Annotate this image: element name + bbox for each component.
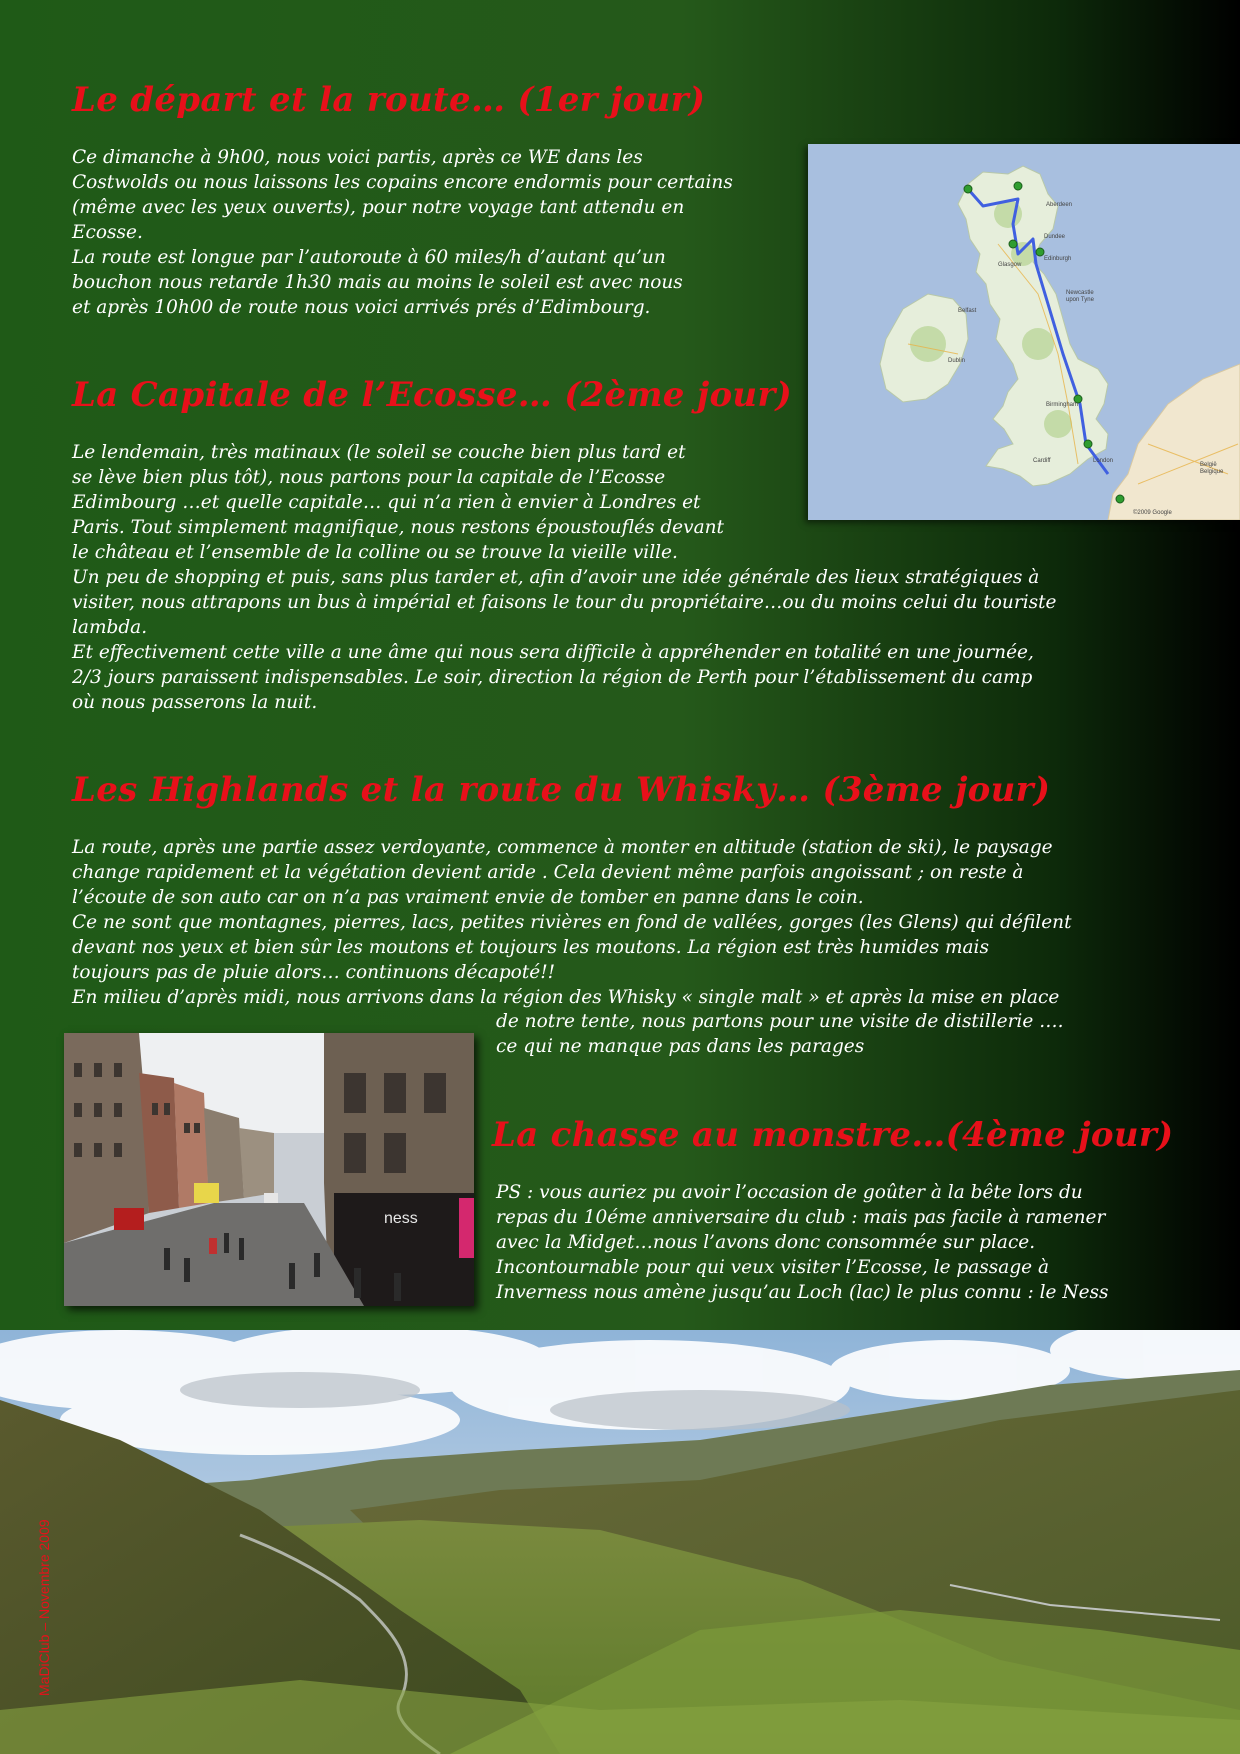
text-line: Ce dimanche à 9h00, nous voici partis, après ce WE dans les <box>72 147 643 168</box>
text-line: où nous passerons la nuit. <box>72 692 318 713</box>
text-line: visiter, nous attrapons un bus à impérial et faisons le tour du propriétaire…ou du moins celui du touriste <box>72 592 1057 613</box>
text-line: et après 10h00 de route nous voici arrivés prés d’Edimbourg. <box>72 297 651 318</box>
svg-text:Dublin: Dublin <box>948 358 966 364</box>
text-line: 2/3 jours paraissent indispensables. Le soir, direction la région de Perth pour l’établissement du camp <box>72 667 1033 688</box>
edinburgh-street-photo <box>64 1033 474 1306</box>
text-line: Inverness nous amène jusqu’au Loch (lac) le plus connu : le Ness <box>496 1282 1109 1303</box>
text-line: bouchon nous retarde 1h30 mais au moins le soleil est avec nous <box>72 272 683 293</box>
highlands-landscape-photo <box>0 1330 1240 1754</box>
svg-text:Belgique: Belgique <box>1200 469 1224 475</box>
section-2-title: La Capitale de l’Ecosse… (2ème jour) <box>72 375 793 415</box>
svg-text:©2009 Google: ©2009 Google <box>1133 510 1172 516</box>
svg-text:London: London <box>1093 458 1114 464</box>
text-line: se lève bien plus tôt), nous partons pour la capitale de l’Ecosse <box>72 467 666 488</box>
text-line: Et effectivement cette ville a une âme qui nous sera difficile à appréhender en totalité en une journée, <box>72 642 1034 663</box>
svg-text:Cardiff: Cardiff <box>1033 458 1051 464</box>
section-2-text <box>72 440 1202 715</box>
text-line: Ecosse. <box>72 222 143 243</box>
text-line: Incontournable pour qui veux visiter l’Ecosse, le passage à <box>496 1257 1050 1278</box>
svg-text:Dundee: Dundee <box>1044 234 1066 240</box>
text-line: La route, après une partie assez verdoyante, commence à monter en altitude (station de ski), le paysage <box>72 837 1053 858</box>
text-line: avec la Midget…nous l’avons donc consommée sur place. <box>496 1232 1036 1253</box>
text-line: En milieu d’après midi, nous arrivons dans la région des Whisky « single malt » et après la mise en place <box>72 987 1060 1008</box>
section-3-text-continued <box>496 1009 1196 1059</box>
text-line: Edimbourg …et quelle capitale… qui n’a rien à envier à Londres et <box>72 492 701 513</box>
text-line: (même avec les yeux ouverts), pour notre voyage tant attendu en <box>72 197 685 218</box>
text-line: Le lendemain, très matinaux (le soleil se couche bien plus tard et <box>72 442 686 463</box>
svg-text:upon Tyne: upon Tyne <box>1066 297 1094 303</box>
text-line: La route est longue par l’autoroute à 60 miles/h d’autant qu’un <box>72 247 666 268</box>
footer-credit: MaDiClub – Novembre 2009 <box>36 1519 52 1696</box>
text-line: de notre tente, nous partons pour une visite de distillerie …. <box>496 1011 1064 1032</box>
svg-text:Glasgow: Glasgow <box>998 262 1022 268</box>
section-3-text <box>72 835 1202 1010</box>
svg-text:België: België <box>1200 462 1217 468</box>
section-3-title: Les Highlands et la route du Whisky… (3ème jour) <box>72 770 1051 810</box>
text-line: PS : vous auriez pu avoir l’occasion de goûter à la bête lors du <box>496 1182 1083 1203</box>
text-line: repas du 10éme anniversaire du club : mais pas facile à ramener <box>496 1207 1106 1228</box>
text-line: change rapidement et la végétation devient aride . Cela devient même parfois angoissant ; on reste à <box>72 862 1024 883</box>
svg-text:Newcastle: Newcastle <box>1066 290 1094 296</box>
section-1-text <box>72 145 812 320</box>
text-line: Paris. Tout simplement magnifique, nous restons époustouflés devant <box>72 517 724 538</box>
svg-text:Birmingham: Birmingham <box>1046 402 1079 408</box>
svg-text:Belfast: Belfast <box>958 308 977 314</box>
section-4-title: La chasse au monstre…(4ème jour) <box>492 1115 1174 1155</box>
section-1-title: Le départ et la route… (1er jour) <box>72 80 706 120</box>
text-line: Costwolds ou nous laissons les copains encore endormis pour certains <box>72 172 733 193</box>
text-line: ce qui ne manque pas dans les parages <box>496 1036 865 1057</box>
shop-sign: ness <box>384 1210 418 1227</box>
text-line: lambda. <box>72 617 148 638</box>
text-line: Ce ne sont que montagnes, pierres, lacs, petites rivières en fond de vallées, gorges (les Glens) qui défilent <box>72 912 1072 933</box>
text-line: Un peu de shopping et puis, sans plus tarder et, afin d’avoir une idée générale des lieux stratégiques à <box>72 567 1040 588</box>
text-line: le château et l’ensemble de la colline ou se trouve la vieille ville. <box>72 542 678 563</box>
svg-text:Edinburgh: Edinburgh <box>1044 256 1072 262</box>
text-line: toujours pas de pluie alors… continuons décapoté!! <box>72 962 556 983</box>
text-line: l’écoute de son auto car on n’a pas vraiment envie de tomber en panne dans le coin. <box>72 887 864 908</box>
svg-text:Aberdeen: Aberdeen <box>1046 202 1073 208</box>
text-line: devant nos yeux et bien sûr les moutons et toujours les moutons. La région est très humides mais <box>72 937 989 958</box>
section-4-text <box>496 1180 1216 1305</box>
